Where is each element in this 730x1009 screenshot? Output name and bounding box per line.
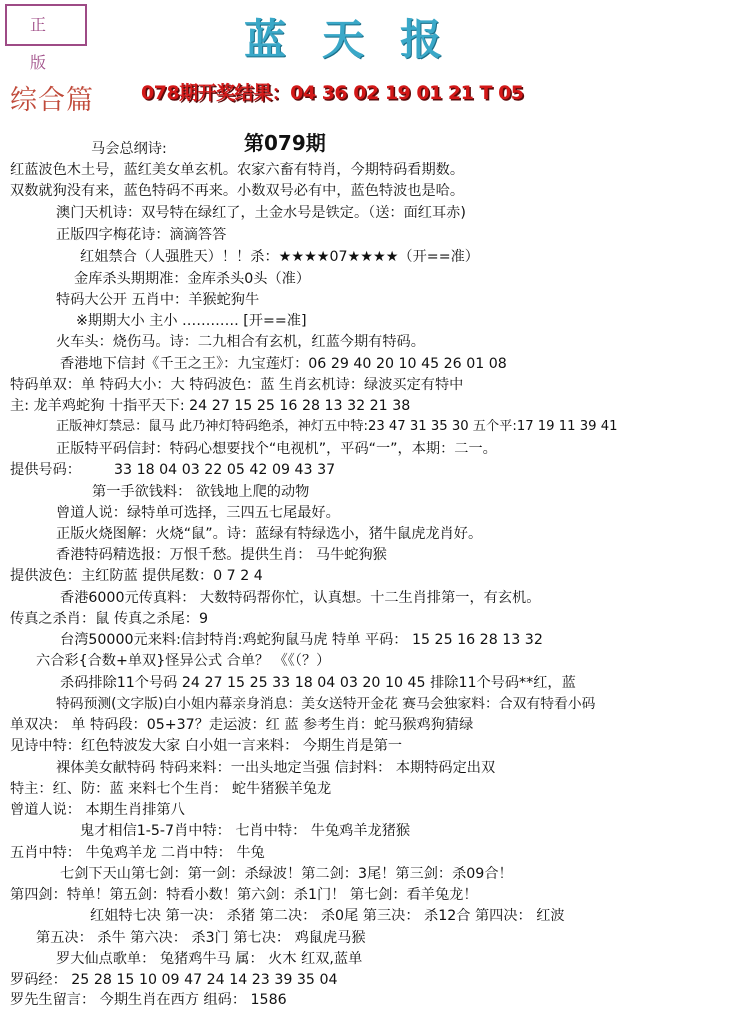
text-line: 特码大公开 五肖中：羊猴蛇狗牛 [56,292,260,308]
text-line: 曾道人说：绿特单可选择，三四五七尾最好。 [56,505,340,521]
text-line: 火车头：烧伤马。诗：二九相合有玄机，红蓝今期有特码。 [56,334,425,350]
text-line: 第四剑：特单！第五剑：特看小数！第六剑：杀1门！ 第七剑：看羊兔龙！ [10,887,478,903]
text-line: 正版特平码信封：特码心想要找个“电视机”，平码“一”，本期：二一。 [56,441,497,457]
text-line: 澳门天机诗：双号特在绿红了，土金水号是铁定。（送：面红耳赤) [56,205,466,221]
text-line: 金库杀头期期准：金库杀头0头（准） [74,271,311,287]
section-title: 综合篇 [10,85,94,116]
text-line: 33 18 04 03 22 05 42 09 43 37 [114,462,336,478]
text-line: 香港特码精选报：万恨千愁。提供生肖： 马牛蛇狗猴 [56,547,387,563]
text-line: 罗大仙点歌单： 兔猪鸡牛马 属： 火木 红双,蓝单 [56,951,363,967]
text-line: 特码预测(文字版)白小姐内幕亲身消息：美女送特开金花 赛马会独家料：合双有特看小码 [56,696,596,712]
text-line: 第一手欲钱料： 欲钱地上爬的动物 [92,484,310,500]
text-line: 六合彩{合数+单双}怪异公式 合单？ 《《（？） [36,653,331,669]
text-line: 提供号码： [10,462,81,478]
text-line: 单双决： 单 特码段：05+37？走运波：红 蓝 参考生肖：蛇马猴鸡狗猜绿 [10,717,474,733]
previous-result: 078期开奖结果：04 36 02 19 01 21 T 05 [141,82,524,104]
text-line: 提供波色：主红防蓝 提供尾数：0 7 2 4 [10,568,263,584]
text-line: 杀码排除11个号码 24 27 15 25 33 18 04 03 20 10 45 排除11个号码**红，蓝 [60,675,576,691]
text-line: 罗先生留言： 今期生肖在西方 组码： 1586 [10,992,287,1008]
text-line: 曾道人说： 本期生肖排第八 [10,802,185,818]
text-line: 马会总纲诗: [91,141,167,157]
text-line: 鬼才相信1-5-7肖中特： 七肖中特： 牛兔鸡羊龙猪猴 [80,823,411,839]
text-line: 特码单双：单 特码大小：大 特码波色：蓝 生肖玄机诗：绿波买定有特中 [10,377,464,393]
text-line: ※期期大小 主小 ………… [开==准] [76,313,307,329]
text-line: 双数就狗没有来，蓝色特码不再来。小数双号必有中，蓝色特波也是哈。 [10,183,465,199]
text-line: 七剑下天山第七剑：第一剑：杀绿波！第二剑：3尾！第三剑：杀09合！ [60,866,513,882]
text-line: 香港地下信封《千王之王》：九宝莲灯：06 29 40 20 10 45 26 01 08 [60,356,507,372]
text-line: 香港6000元传真料： 大数特码帮你忙，认真想。十二生肖排第一，有玄机。 [60,590,541,606]
text-line: 第五决： 杀牛 第六决： 杀3门 第七决： 鸡鼠虎马猴 [36,930,366,946]
text-line: 红姐特七决 第一决： 杀猪 第二决： 杀0尾 第三决： 杀12合 第四决： 红波 [90,908,565,924]
text-line: 特主：红、防：蓝 来料七个生肖： 蛇牛猪猴羊兔龙 [10,781,332,797]
issue-number: 第079期 [244,131,326,155]
authentic-badge: 正 版 [5,4,87,46]
text-line: 正版四字梅花诗：滴滴答答 [56,227,227,243]
newspaper-title: 蓝天报 [244,15,479,64]
text-line: 正版火烧图解：火烧“鼠”。诗：蓝绿有特绿选小，猪牛鼠虎龙肖好。 [56,526,483,542]
text-line: 五肖中特： 牛兔鸡羊龙 二肖中特： 牛兔 [10,845,265,861]
text-line: 正版神灯禁忌：鼠马 此乃神灯特码绝杀，神灯五中特:23 47 31 35 30 五个平:17 19 11 39 41 [56,419,618,434]
text-line: 见诗中特：红色特波发大家 白小姐一言来料： 今期生肖是第一 [10,738,403,754]
text-line: 红蓝波色木土号，蓝红美女单玄机。农家六畜有特肖，今期特码看期数。 [10,162,465,178]
text-line: 主: 龙羊鸡蛇狗 十指平天下: 24 27 15 25 16 28 13 32 21 38 [10,398,411,414]
text-line: 传真之杀肖：鼠 传真之杀尾：9 [10,611,208,627]
text-line: 罗码经： 25 28 15 10 09 47 24 14 23 39 35 04 [10,972,338,988]
text-line: 裸体美女献特码 特码来料：一出头地定当强 信封料： 本期特码定出双 [56,760,496,776]
text-line: 台湾50000元来料:信封特肖:鸡蛇狗鼠马虎 特单 平码： 15 25 16 28 13 32 [60,632,543,648]
text-line: 红姐禁合（人强胜天）！！杀：★★★★07★★★★（开==准） [80,249,479,265]
